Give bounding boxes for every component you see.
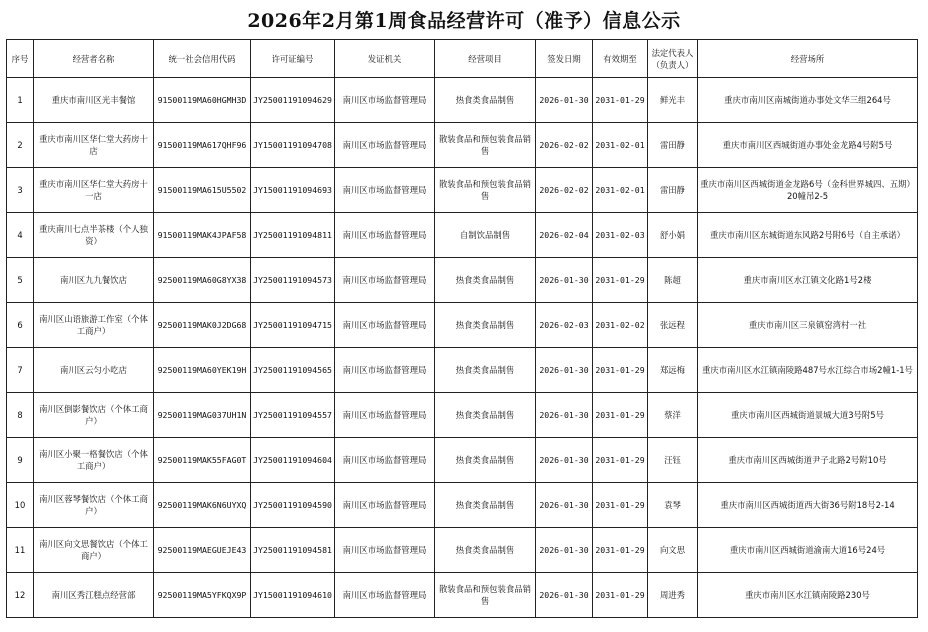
cell-business-address: 重庆市南川区西城街道渝南大道16号24号 (698, 528, 918, 573)
cell-expiry-date: 2031-01-29 (593, 258, 648, 303)
cell-expiry-date: 2031-01-29 (593, 438, 648, 483)
cell-legal-rep: 张远程 (648, 303, 698, 348)
header-issue-date: 签发日期 (536, 40, 593, 78)
table-row (7, 303, 918, 348)
header-row (7, 40, 918, 78)
cell-issue-date: 2026-01-30 (536, 483, 593, 528)
cell-credit-code: 92500119MAK6N6UYXQ (154, 483, 251, 528)
cell-business-address: 重庆市南川区西城街道尹子北路2号附10号 (698, 438, 918, 483)
header-license-number: 许可证编号 (251, 40, 335, 78)
cell-expiry-date: 2031-01-29 (593, 483, 648, 528)
header-legal-rep: 法定代表人（负责人） (648, 40, 698, 78)
license-table (6, 39, 918, 618)
cell-business-scope: 热食类食品制售 (435, 483, 536, 528)
cell-business-address: 重庆市南川区西城街道景城大道3号附5号 (698, 393, 918, 438)
cell-operator-name: 南川区云匀小吃店 (34, 348, 154, 393)
cell-business-scope: 热食类食品制售 (435, 258, 536, 303)
table-row (7, 258, 918, 303)
cell-credit-code: 92500119MA5YFKQX9P (154, 573, 251, 618)
table-row (7, 213, 918, 258)
cell-issue-date: 2026-01-30 (536, 258, 593, 303)
cell-issuing-authority: 南川区市场监督管理局 (335, 573, 435, 618)
cell-issuing-authority: 南川区市场监督管理局 (335, 483, 435, 528)
cell-credit-code: 91500119MA617QHF96 (154, 123, 251, 168)
cell-license-number: JY25001191094565 (251, 348, 335, 393)
cell-legal-rep: 郑远梅 (648, 348, 698, 393)
table-row (7, 483, 918, 528)
cell-legal-rep: 袁琴 (648, 483, 698, 528)
cell-operator-name: 南川区山语旅游工作室（个体工商户） (34, 303, 154, 348)
cell-business-scope: 热食类食品制售 (435, 78, 536, 123)
cell-credit-code: 91500119MA60HGMH3D (154, 78, 251, 123)
cell-legal-rep: 陈超 (648, 258, 698, 303)
cell-license-number: JY15001191094693 (251, 168, 335, 213)
cell-expiry-date: 2031-01-29 (593, 528, 648, 573)
cell-license-number: JY25001191094590 (251, 483, 335, 528)
table-row (7, 168, 918, 213)
cell-license-number: JY25001191094573 (251, 258, 335, 303)
cell-expiry-date: 2031-02-02 (593, 303, 648, 348)
cell-operator-name: 南川区秀江糕点经营部 (34, 573, 154, 618)
cell-issue-date: 2026-02-02 (536, 123, 593, 168)
cell-expiry-date: 2031-02-01 (593, 168, 648, 213)
cell-license-number: JY25001191094715 (251, 303, 335, 348)
cell-legal-rep: 蔡洋 (648, 393, 698, 438)
cell-business-address: 重庆市南川区水江镇南陵路230号 (698, 573, 918, 618)
cell-issuing-authority: 南川区市场监督管理局 (335, 438, 435, 483)
cell-credit-code: 92500119MAK0J2DG68 (154, 303, 251, 348)
cell-operator-name: 南川区倒影餐饮店（个体工商户） (34, 393, 154, 438)
cell-expiry-date: 2031-02-03 (593, 213, 648, 258)
cell-operator-name: 重庆南川七点半茶楼（个人独资） (34, 213, 154, 258)
cell-business-scope: 热食类食品制售 (435, 348, 536, 393)
cell-credit-code: 92500119MA60G8YX38 (154, 258, 251, 303)
cell-business-scope: 散装食品和预包装食品销售 (435, 573, 536, 618)
cell-issuing-authority: 南川区市场监督管理局 (335, 78, 435, 123)
cell-issuing-authority: 南川区市场监督管理局 (335, 528, 435, 573)
cell-legal-rep: 雷田静 (648, 168, 698, 213)
cell-business-address: 重庆市南川区西城街道办事处金龙路4号附5号 (698, 123, 918, 168)
cell-business-address: 重庆市南川区东城街道东风路2号附6号（自主承诺） (698, 213, 918, 258)
cell-seq: 8 (7, 393, 34, 438)
cell-operator-name: 南川区向文思餐饮店（个体工商户） (34, 528, 154, 573)
cell-credit-code: 92500119MA60YEK19H (154, 348, 251, 393)
header-seq: 序号 (7, 40, 34, 78)
cell-license-number: JY25001191094629 (251, 78, 335, 123)
cell-seq: 11 (7, 528, 34, 573)
cell-business-address: 重庆市南川区南城街道办事处文华三组264号 (698, 78, 918, 123)
table-row (7, 78, 918, 123)
cell-business-address: 重庆市南川区水江镇文化路1号2楼 (698, 258, 918, 303)
cell-business-scope: 散装食品和预包装食品销售 (435, 168, 536, 213)
cell-operator-name: 南川区九九餐饮店 (34, 258, 154, 303)
cell-license-number: JY25001191094811 (251, 213, 335, 258)
cell-expiry-date: 2031-01-29 (593, 78, 648, 123)
cell-seq: 2 (7, 123, 34, 168)
table-row (7, 438, 918, 483)
cell-issue-date: 2026-01-30 (536, 528, 593, 573)
cell-business-scope: 热食类食品制售 (435, 303, 536, 348)
cell-business-scope: 自制饮品制售 (435, 213, 536, 258)
cell-business-scope: 热食类食品制售 (435, 528, 536, 573)
cell-seq: 12 (7, 573, 34, 618)
header-business-address: 经营场所 (698, 40, 918, 78)
cell-credit-code: 91500119MA615U5502 (154, 168, 251, 213)
cell-seq: 1 (7, 78, 34, 123)
cell-expiry-date: 2031-02-01 (593, 123, 648, 168)
cell-seq: 3 (7, 168, 34, 213)
cell-license-number: JY15001191094708 (251, 123, 335, 168)
cell-credit-code: 92500119MAK55FAG0T (154, 438, 251, 483)
cell-seq: 4 (7, 213, 34, 258)
cell-license-number: JY25001191094581 (251, 528, 335, 573)
cell-seq: 6 (7, 303, 34, 348)
cell-seq: 5 (7, 258, 34, 303)
table-row (7, 573, 918, 618)
cell-seq: 7 (7, 348, 34, 393)
cell-license-number: JY25001191094604 (251, 438, 335, 483)
cell-issuing-authority: 南川区市场监督管理局 (335, 303, 435, 348)
page-title: 2026年2月第1周食品经营许可（准予）信息公示 (247, 10, 681, 32)
cell-operator-name: 南川区小聚一格餐饮店（个体工商户） (34, 438, 154, 483)
cell-license-number: JY25001191094557 (251, 393, 335, 438)
cell-issuing-authority: 南川区市场监督管理局 (335, 258, 435, 303)
table-row (7, 348, 918, 393)
header-operator-name: 经营者名称 (34, 40, 154, 78)
header-issuing-authority: 发证机关 (335, 40, 435, 78)
table-row (7, 393, 918, 438)
cell-legal-rep: 周进秀 (648, 573, 698, 618)
cell-issue-date: 2026-01-30 (536, 438, 593, 483)
cell-issue-date: 2026-02-04 (536, 213, 593, 258)
cell-issue-date: 2026-01-30 (536, 78, 593, 123)
cell-license-number: JY15001191094610 (251, 573, 335, 618)
cell-operator-name: 重庆市南川区光丰餐馆 (34, 78, 154, 123)
cell-business-scope: 热食类食品制售 (435, 393, 536, 438)
cell-issuing-authority: 南川区市场监督管理局 (335, 213, 435, 258)
cell-issuing-authority: 南川区市场监督管理局 (335, 123, 435, 168)
cell-seq: 9 (7, 438, 34, 483)
cell-credit-code: 92500119MAEGUEJE43 (154, 528, 251, 573)
cell-legal-rep: 向文思 (648, 528, 698, 573)
cell-issue-date: 2026-01-30 (536, 348, 593, 393)
cell-issuing-authority: 南川区市场监督管理局 (335, 348, 435, 393)
cell-credit-code: 91500119MAK4JPAF58 (154, 213, 251, 258)
cell-business-address: 重庆市南川区水江镇南陵路487号水江综合市场2幢1-1号 (698, 348, 918, 393)
table-row (7, 528, 918, 573)
cell-business-scope: 热食类食品制售 (435, 438, 536, 483)
header-credit-code: 统一社会信用代码 (154, 40, 251, 78)
cell-issuing-authority: 南川区市场监督管理局 (335, 168, 435, 213)
cell-expiry-date: 2031-01-29 (593, 348, 648, 393)
header-expiry-date: 有效期至 (593, 40, 648, 78)
cell-legal-rep: 雷田静 (648, 123, 698, 168)
cell-issue-date: 2026-02-03 (536, 303, 593, 348)
cell-credit-code: 92500119MAG037UH1N (154, 393, 251, 438)
cell-legal-rep: 舒小娟 (648, 213, 698, 258)
cell-issue-date: 2026-01-30 (536, 573, 593, 618)
cell-business-scope: 散装食品和预包装食品销售 (435, 123, 536, 168)
cell-issue-date: 2026-02-02 (536, 168, 593, 213)
cell-issuing-authority: 南川区市场监督管理局 (335, 393, 435, 438)
cell-business-address: 重庆市南川区西城街道西大街36号附18号2-14 (698, 483, 918, 528)
cell-legal-rep: 汪钰 (648, 438, 698, 483)
cell-operator-name: 南川区蓉琴餐饮店（个体工商户） (34, 483, 154, 528)
cell-operator-name: 重庆市南川区华仁堂大药房十一店 (34, 168, 154, 213)
table-row (7, 123, 918, 168)
cell-business-address: 重庆市南川区西城街道金龙路6号（金科世界城四、五期）20幢吊2-5 (698, 168, 918, 213)
cell-issue-date: 2026-01-30 (536, 393, 593, 438)
cell-legal-rep: 鲜光丰 (648, 78, 698, 123)
cell-expiry-date: 2031-01-29 (593, 573, 648, 618)
cell-seq: 10 (7, 483, 34, 528)
cell-expiry-date: 2031-01-29 (593, 393, 648, 438)
cell-business-address: 重庆市南川区三泉镇窑湾村一社 (698, 303, 918, 348)
header-business-scope: 经营项目 (435, 40, 536, 78)
cell-operator-name: 重庆市南川区华仁堂大药房十店 (34, 123, 154, 168)
